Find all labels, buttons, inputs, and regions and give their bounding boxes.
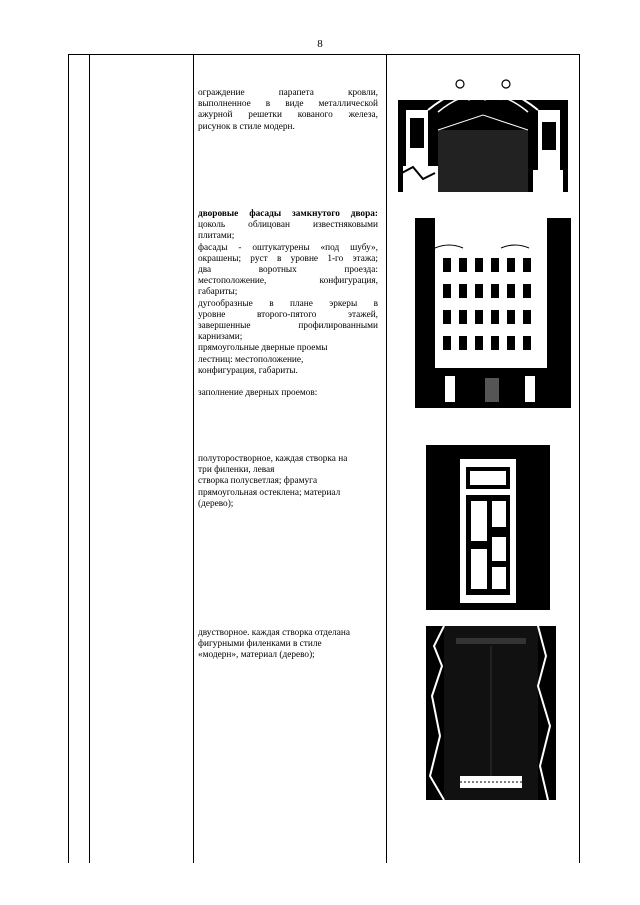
text-line: прямоугольные дверные проемы	[198, 343, 328, 354]
text-line: фасады - оштукатурены «под шубу»,	[198, 242, 378, 253]
text-line: карнизами;	[198, 332, 243, 343]
text-line: «модерн», материал (дерево);	[198, 650, 315, 661]
roof-railing-description	[198, 88, 378, 133]
courtyard-facades-description	[198, 209, 378, 399]
text-line: плитами;	[198, 231, 235, 242]
door-one-and-half-photo	[426, 445, 550, 610]
roof-railing-photo	[398, 70, 568, 192]
text-line: уровне второго-пятого этажей,	[198, 309, 378, 320]
text-line: (дерево);	[198, 498, 234, 509]
text-line: двустворное. каждая створка отделана	[198, 628, 350, 638]
text-line: лестниц: местоположение,	[198, 354, 304, 365]
text-line: створка полусветлая; фрамуга	[198, 476, 318, 487]
door-double-description	[198, 628, 378, 662]
column-divider	[386, 55, 387, 863]
column-divider	[193, 55, 194, 863]
text-line: ограждение парапета кровли,	[198, 88, 378, 98]
door-fill-label: заполнение дверных проемов:	[198, 388, 318, 399]
page-number: 8	[317, 38, 323, 50]
text-line: местоположение, конфигурация,	[198, 276, 378, 287]
courtyard-facades-heading: дворовые фасады замкнутого двора:	[198, 209, 378, 219]
courtyard-facade-photo	[415, 218, 571, 408]
text-line: конфигурация, габариты.	[198, 365, 298, 376]
text-line: окрашены; руст в уровне 1-го этажа;	[198, 253, 378, 264]
text-line: выполненное в виде металлической	[198, 99, 378, 110]
text-line: прямоугольная остеклена; материал	[198, 487, 341, 498]
door-double-photo	[426, 626, 556, 800]
text-line: фигурными филенками в стиле	[198, 639, 322, 650]
text-line: цоколь облицован известняковыми	[198, 220, 378, 231]
text-line: три филенки, левая	[198, 465, 275, 476]
text-line: габариты;	[198, 287, 238, 298]
text-line: рисунок в стиле модерн.	[198, 121, 295, 132]
door-one-and-half-description	[198, 454, 378, 510]
text-line: полуторостворное, каждая створка на	[198, 454, 348, 464]
text-line: завершенные профилированными	[198, 321, 378, 332]
column-divider	[89, 55, 90, 863]
text-line: дугообразные в плане эркеры в	[198, 298, 378, 309]
text-line: ажурной решетки кованого железа,	[198, 110, 378, 121]
text-line: два воротных проезда:	[198, 265, 378, 276]
